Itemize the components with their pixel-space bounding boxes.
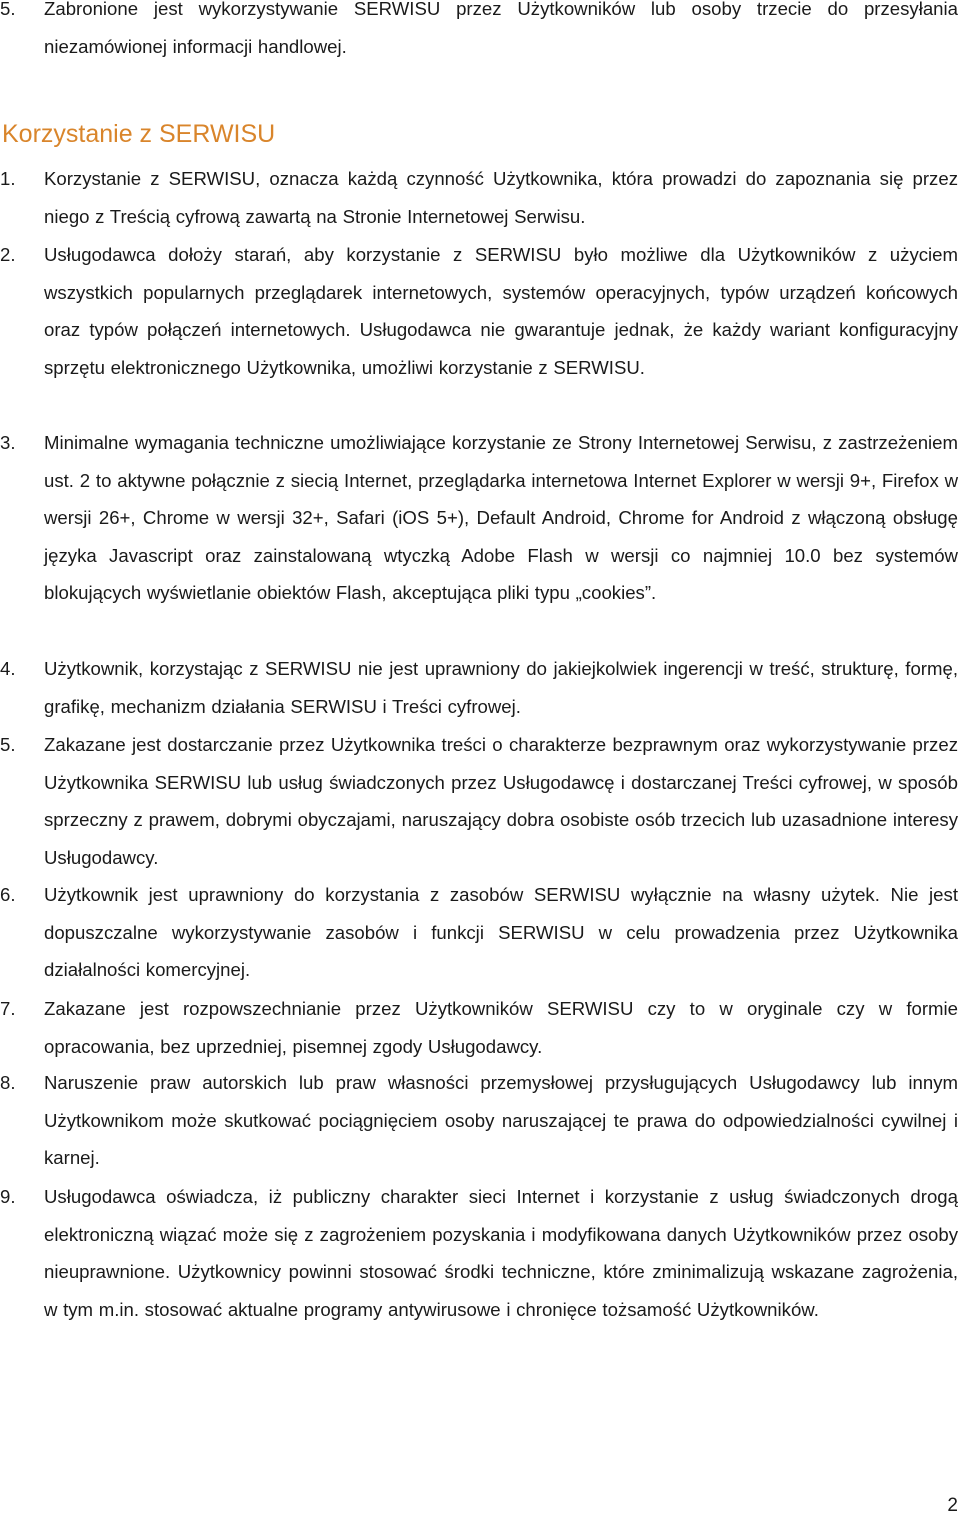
list-item-number: 5. [0, 734, 16, 755]
list-item-8 [0, 1064, 958, 1177]
list-item-text: Minimalne wymagania techniczne umożliwiające korzystanie ze Strony Internetowej Serwisu, z zastrzeżeniem ust. 2 to aktywne połącznie z siecią Internet, przeglądarka internetowa Internet Explorer w wersji 9+, Firefox w wersji 26+, Chrome w wersji 32+, Safari (iOS 5+), Default Android, Chrome for Android z włączoną obsługę języka Javascript oraz zainstalowaną wtyczką Adobe Flash w wersji co najmniej 10.0 bez systemów blokujących wyświetlanie obiektów Flash, akceptująca pliki typu „cookies”. [44, 432, 958, 604]
list-item-5 [0, 726, 958, 876]
list-item-number: 5. [0, 0, 16, 19]
list-item-9 [0, 1178, 958, 1328]
list-item-7 [0, 990, 958, 1065]
list-item-text: Zakazane jest rozpowszechnianie przez Użytkowników SERWISU czy to w oryginale czy w formie opracowania, bez uprzedniej, pisemnej zgody Usługodawcy. [44, 998, 958, 1057]
list-item-number: 2. [0, 244, 16, 265]
list-item-text: Zakazane jest dostarczanie przez Użytkownika treści o charakterze bezprawnym oraz wykorzystywanie przez Użytkownika SERWISU lub usług świadczonych przez Usługodawcę i dostarczanej Treści cyfrowej, w sposób sprzeczny z prawem, dobrymi obyczajami, naruszający dobra osobiste osób trzecich lub uzasadnione interesy Usługodawcy. [44, 734, 958, 868]
list-item-text: Użytkownik jest uprawniony do korzystania z zasobów SERWISU wyłącznie na własny użytek. Nie jest dopuszczalne wykorzystywanie zasobów i funkcji SERWISU w celu prowadzenia przez Użytkownika działalności komercyjnej. [44, 884, 958, 981]
list-item-3 [0, 424, 958, 612]
list-item-number: 4. [0, 658, 16, 679]
list-item-2 [0, 236, 958, 386]
list-item-number: 9. [0, 1186, 16, 1207]
list-item-number: 1. [0, 168, 16, 189]
page-number: 2 [947, 1495, 958, 1516]
list-item-text: Zabronione jest wykorzystywanie SERWISU przez Użytkowników lub osoby trzecie do przesyłania niezamówionej informacji handlowej. [44, 0, 958, 57]
list-item-1 [0, 160, 958, 235]
list-item-number: 7. [0, 998, 16, 1019]
list-item-number: 6. [0, 884, 16, 905]
list-item-number: 8. [0, 1072, 16, 1093]
section-heading: Korzystanie z SERWISU [2, 120, 276, 148]
list-item-text: Naruszenie praw autorskich lub praw własności przemysłowej przysługujących Usługodawcy lub innym Użytkownikom może skutkować pociągnięciem osoby naruszającej te prawa do odpowiedzialności cywilnej i karnej. [44, 1072, 958, 1169]
list-item-text: Usługodawca oświadcza, iż publiczny charakter sieci Internet i korzystanie z usług świadczonych drogą elektroniczną wiązać może się z zagrożeniem pozyskania i modyfikowana danych Użytkowników przez osoby nieuprawnione. Użytkownicy powinni stosować środki techniczne, które zminimalizują wskazane zagrożenia, w tym m.in. stosować aktualne programy antywirusowe i chronięce tożsamość Użytkowników. [44, 1186, 958, 1320]
list-item-prev-5 [0, 0, 958, 65]
list-item-4 [0, 650, 958, 725]
list-item-text: Korzystanie z SERWISU, oznacza każdą czynność Użytkownika, która prowadzi do zapoznania się przez niego z Treścią cyfrową zawartą na Stronie Internetowej Serwisu. [44, 168, 958, 227]
list-item-text: Użytkownik, korzystając z SERWISU nie jest uprawniony do jakiejkolwiek ingerencji w treść, strukturę, formę, grafikę, mechanizm działania SERWISU i Treści cyfrowej. [44, 658, 958, 717]
list-item-6 [0, 876, 958, 989]
list-item-number: 3. [0, 432, 16, 453]
list-item-text: Usługodawca dołoży starań, aby korzystanie z SERWISU było możliwe dla Użytkowników z użyciem wszystkich popularnych przeglądarek internetowych, systemów operacyjnych, typów urządzeń końcowych oraz typów połączeń internetowych. Usługodawca nie gwarantuje jednak, że każdy wariant konfiguracyjny sprzętu elektronicznego Użytkownika, umożliwi korzystanie z SERWISU. [44, 244, 958, 378]
